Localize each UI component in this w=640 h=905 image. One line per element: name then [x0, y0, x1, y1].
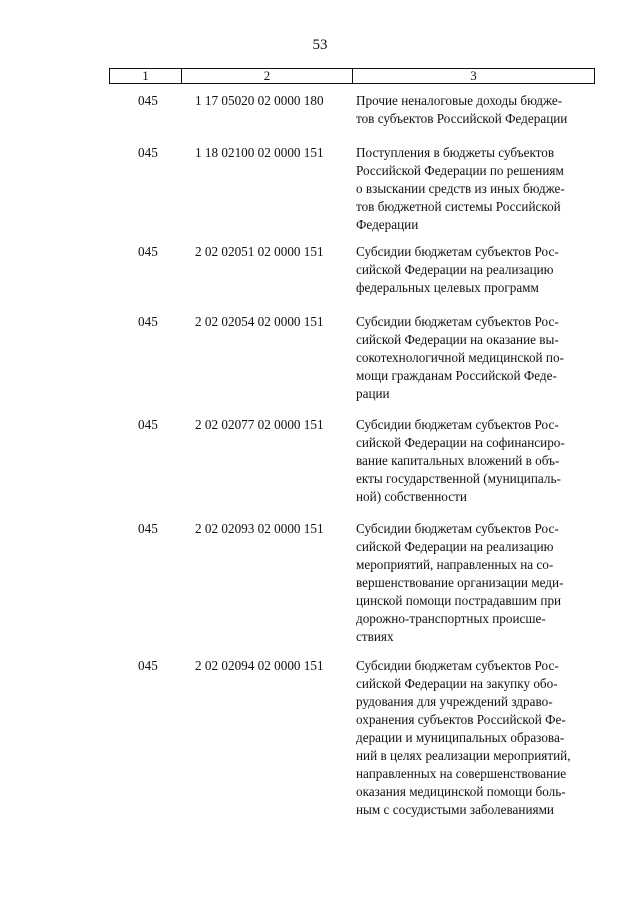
- admin-code: 045: [138, 314, 158, 329]
- description-line: рудования для учреждений здраво-: [356, 694, 553, 709]
- description-line: Субсидии бюджетам субъектов Рос-: [356, 314, 559, 329]
- income-description: [356, 313, 592, 403]
- description-line: тов субъектов Российской Федерации: [356, 111, 568, 126]
- description-line: федеральных целевых программ: [356, 280, 539, 295]
- description-line: Субсидии бюджетам субъектов Рос-: [356, 417, 559, 432]
- budget-classification-code: 1 17 05020 02 0000 180: [195, 93, 324, 108]
- description-line: тов бюджетной системы Российской: [356, 199, 561, 214]
- description-line: Российской Федерации по решениям: [356, 163, 564, 178]
- income-description: [356, 144, 592, 234]
- income-description: [356, 520, 592, 646]
- column-header-3: 3: [470, 68, 477, 83]
- column-header-1: 1: [110, 69, 182, 83]
- description-line: о взыскании средств из иных бюдже-: [356, 181, 565, 196]
- admin-code: 045: [138, 244, 158, 259]
- description-line: мощи гражданам Российской Феде-: [356, 368, 557, 383]
- budget-classification-code: 2 02 02093 02 0000 151: [195, 521, 324, 536]
- description-line: Федерации: [356, 217, 419, 232]
- admin-code: 045: [138, 145, 158, 160]
- description-line: сийской Федерации на закупку обо-: [356, 676, 558, 691]
- description-line: Субсидии бюджетам субъектов Рос-: [356, 244, 559, 259]
- budget-classification-code: 2 02 02077 02 0000 151: [195, 417, 324, 432]
- income-description: [356, 657, 592, 819]
- description-line: Поступления в бюджеты субъектов: [356, 145, 555, 160]
- income-description: [356, 243, 592, 297]
- admin-code: 045: [138, 521, 158, 536]
- admin-code: 045: [138, 417, 158, 432]
- budget-classification-code: 2 02 02051 02 0000 151: [195, 244, 324, 259]
- description-line: сийской Федерации на оказание вы-: [356, 332, 559, 347]
- description-line: направленных на совершенствование: [356, 766, 567, 781]
- description-line: Субсидии бюджетам субъектов Рос-: [356, 521, 559, 536]
- description-line: ний в целях реализации мероприятий,: [356, 748, 571, 763]
- description-line: сокотехнологичной медицинской по-: [356, 350, 564, 365]
- description-line: рации: [356, 386, 390, 401]
- description-line: вание капитальных вложений в объ-: [356, 453, 560, 468]
- description-line: сийской Федерации на реализацию: [356, 539, 554, 554]
- description-line: дорожно-транспортных происше-: [356, 611, 546, 626]
- description-line: ным с сосудистыми заболеваниями: [356, 802, 554, 817]
- budget-classification-code: 2 02 02054 02 0000 151: [195, 314, 324, 329]
- description-line: вершенствование организации меди-: [356, 575, 564, 590]
- description-line: ной) собственности: [356, 489, 467, 504]
- description-line: екты государственной (муниципаль-: [356, 471, 561, 486]
- description-line: оказания медицинской помощи боль-: [356, 784, 566, 799]
- table-column-header: [109, 68, 595, 84]
- page-number: 53: [312, 37, 328, 53]
- budget-classification-code: 2 02 02094 02 0000 151: [195, 658, 324, 673]
- description-line: Субсидии бюджетам субъектов Рос-: [356, 658, 559, 673]
- column-header-2: 2: [182, 69, 353, 83]
- description-line: ствиях: [356, 629, 394, 644]
- description-line: цинской помощи пострадавшим при: [356, 593, 562, 608]
- description-line: мероприятий, направленных на со-: [356, 557, 554, 572]
- admin-code: 045: [138, 93, 158, 108]
- description-line: Прочие неналоговые доходы бюдже-: [356, 93, 563, 108]
- description-line: сийской Федерации на реализацию: [356, 262, 554, 277]
- income-description: [356, 416, 592, 506]
- description-line: сийской Федерации на софинансиро-: [356, 435, 565, 450]
- description-line: охранения субъектов Российской Фе-: [356, 712, 566, 727]
- admin-code: 045: [138, 658, 158, 673]
- budget-classification-code: 1 18 02100 02 0000 151: [195, 145, 324, 160]
- description-line: дерации и муниципальных образова-: [356, 730, 565, 745]
- income-description: [356, 92, 592, 128]
